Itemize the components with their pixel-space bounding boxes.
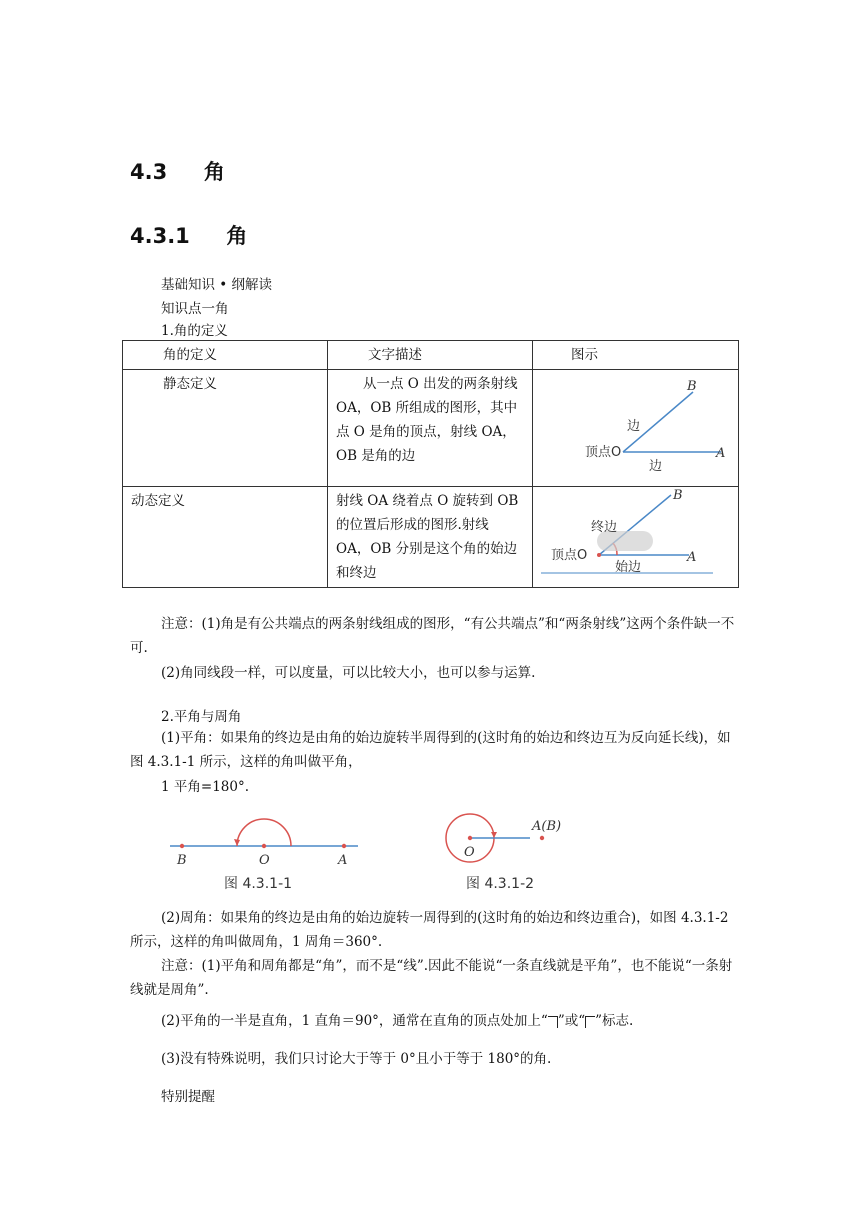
label-terminal-side: 终边 [591, 520, 618, 535]
note-2-text-c: ”标志. [595, 1013, 634, 1029]
fig1-label-b: B [177, 853, 187, 868]
note-1: 注意：(1)角是有公共端点的两条射线组成的图形，“有公共端点”和“两条射线”这两个条件缺一不可. [130, 616, 735, 656]
note-2-text-b: ”或“ [557, 1013, 586, 1029]
subsection-title: 角 [226, 224, 248, 248]
static-angle-figure-cell [533, 370, 739, 487]
table-row [123, 487, 739, 588]
special-reminder: 特别提醒 [161, 1089, 215, 1105]
label-edge-2: 边 [649, 459, 663, 474]
fig2-label-o: O [464, 845, 475, 860]
definition-table [122, 340, 739, 588]
static-angle-figure [533, 370, 737, 478]
straight-angle-paragraph: (1)平角：如果角的终边是由角的始边旋转半周得到的(这时角的始边和终边互为反向延长线)，如图 4.3.1-1 所示，这样的角叫做平角， [130, 730, 731, 770]
header-cell: 图示 [533, 341, 739, 370]
fig2-caption: 图 4.3.1-2 [466, 876, 535, 892]
header-cell: 角的定义 [123, 341, 328, 370]
table-row [123, 370, 739, 487]
item-angle-definition: 1.角的定义 [161, 323, 228, 339]
label-b: B [673, 488, 683, 503]
label-vertex: 顶点O [551, 548, 588, 563]
row-name: 动态定义 [123, 487, 328, 588]
subsection-heading [130, 220, 247, 250]
row-desc: 从一点 O 出发的两条射线 OA，OB 所组成的图形，其中点 O 是角的顶点，射线 OA，OB 是角的边 [328, 370, 533, 487]
right-angle-mark-left-icon [585, 1016, 595, 1028]
note-2: (2)角同线段一样，可以度量，可以比较大小，也可以参与运算. [161, 665, 536, 681]
fig1-caption: 图 4.3.1-1 [224, 876, 293, 892]
label-initial-side: 始边 [615, 560, 642, 575]
part2-note-2 [161, 1012, 633, 1030]
fig1-label-o: O [259, 853, 270, 868]
part2-note-1: 注意：(1)平角和周角都是“角”，而不是“线”.因此不能说“一条直线就是平角”，也不能说“一条射线就是周角”. [130, 958, 733, 998]
label-b: B [687, 379, 697, 394]
section-title: 角 [203, 160, 225, 184]
label-edge: 边 [627, 419, 641, 434]
label-a: A [687, 550, 697, 565]
dynamic-angle-figure [533, 487, 737, 577]
row-desc: 射线 OA 绕着点 O 旋转到 OB 的位置后形成的图形.射线 OA，OB 分别是这个角的始边和终边 [328, 487, 533, 588]
right-angle-mark-icon [548, 1016, 558, 1028]
part2-title: 2.平角与周角 [161, 709, 242, 725]
straight-angle-value: 1 平角=180°. [161, 779, 250, 795]
dynamic-angle-figure-cell [533, 487, 739, 588]
header-cell: 文字描述 [328, 341, 533, 370]
note-2-text-a: (2)平角的一半是直角，1 直角＝90°，通常在直角的顶点处加上“ [161, 1013, 548, 1029]
fig2-label-ab: A(B) [532, 819, 562, 834]
subsection-number: 4.3.1 [130, 224, 190, 248]
table-header-row [123, 341, 739, 370]
part2-note-3: (3)没有特殊说明，我们只讨论大于等于 0°且小于等于 180°的角. [161, 1051, 552, 1067]
knowledge-point: 知识点一角 [161, 301, 229, 317]
section-heading [130, 156, 225, 186]
figures-row [160, 808, 580, 900]
label-a: A [716, 446, 726, 461]
intro-heading: 基础知识 • 纲解读 [161, 277, 273, 293]
row-name: 静态定义 [123, 370, 328, 487]
fig1-label-a: A [338, 853, 348, 868]
full-angle-paragraph: (2)周角：如果角的终边是由角的始边旋转一周得到的(这时角的始边和终边重合)，如图 4.3.1-2 所示，这样的角叫做周角，1 周角＝360°. [130, 910, 729, 950]
label-vertex: 顶点O [585, 445, 622, 460]
section-number: 4.3 [130, 160, 168, 184]
